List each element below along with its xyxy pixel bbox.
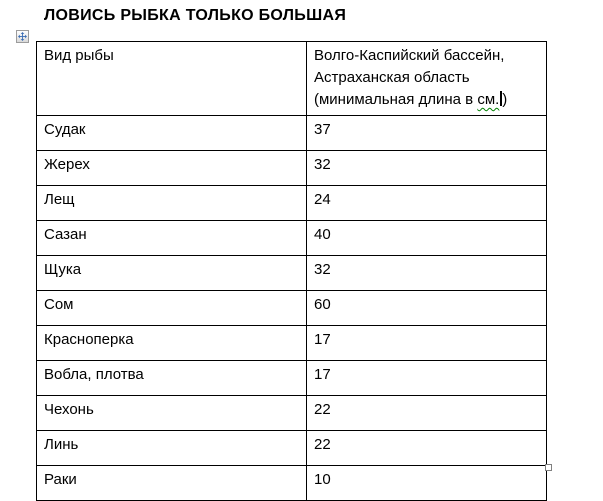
table-header-row xyxy=(37,42,547,116)
min-length-cell[interactable]: 37 xyxy=(307,116,547,151)
table-row xyxy=(37,221,547,256)
table-row xyxy=(37,256,547,291)
move-icon xyxy=(18,32,27,41)
table-row xyxy=(37,186,547,221)
table-row xyxy=(37,291,547,326)
grammar-squiggle-word: см. xyxy=(477,91,500,108)
min-length-cell[interactable]: 40 xyxy=(307,221,547,256)
table-row xyxy=(37,151,547,186)
table-row xyxy=(37,396,547,431)
header-line-3-suffix: ) xyxy=(502,91,508,108)
fish-size-table xyxy=(36,41,547,501)
fish-name-cell[interactable]: Жерех xyxy=(37,151,307,186)
table-row xyxy=(37,466,547,501)
table-row xyxy=(37,431,547,466)
table-move-handle[interactable] xyxy=(16,30,29,43)
min-length-cell[interactable]: 10 xyxy=(307,466,547,501)
header-line-3-prefix: (минимальная длина в xyxy=(314,91,478,108)
header-line-2: Астраханская область xyxy=(314,69,470,86)
fish-name-cell[interactable]: Судак xyxy=(37,116,307,151)
min-length-cell[interactable]: 22 xyxy=(307,431,547,466)
table-resize-handle[interactable] xyxy=(545,464,552,471)
min-length-cell[interactable]: 24 xyxy=(307,186,547,221)
fish-name-cell[interactable]: Чехонь xyxy=(37,396,307,431)
table-row xyxy=(37,326,547,361)
fish-name-cell[interactable]: Щука xyxy=(37,256,307,291)
fish-name-cell[interactable]: Линь xyxy=(37,431,307,466)
min-length-cell[interactable]: 32 xyxy=(307,151,547,186)
header-line-3 xyxy=(314,89,539,111)
min-length-cell[interactable]: 22 xyxy=(307,396,547,431)
column-header-fish-type[interactable]: Вид рыбы xyxy=(37,42,307,116)
min-length-cell[interactable]: 17 xyxy=(307,361,547,396)
table-row xyxy=(37,361,547,396)
table-body xyxy=(37,42,547,501)
fish-name-cell[interactable]: Раки xyxy=(37,466,307,501)
page-title[interactable]: ЛОВИСЬ РЫБКА ТОЛЬКО БОЛЬШАЯ xyxy=(44,7,347,24)
fish-name-cell[interactable]: Сом xyxy=(37,291,307,326)
column-header-min-length[interactable] xyxy=(307,42,547,116)
header-line-1: Волго-Каспийский бассейн, xyxy=(314,47,505,64)
fish-name-cell[interactable]: Вобла, плотва xyxy=(37,361,307,396)
fish-name-cell[interactable]: Красноперка xyxy=(37,326,307,361)
table-row xyxy=(37,116,547,151)
min-length-cell[interactable]: 17 xyxy=(307,326,547,361)
min-length-cell[interactable]: 60 xyxy=(307,291,547,326)
fish-name-cell[interactable]: Лещ xyxy=(37,186,307,221)
fish-name-cell[interactable]: Сазан xyxy=(37,221,307,256)
min-length-cell[interactable]: 32 xyxy=(307,256,547,291)
